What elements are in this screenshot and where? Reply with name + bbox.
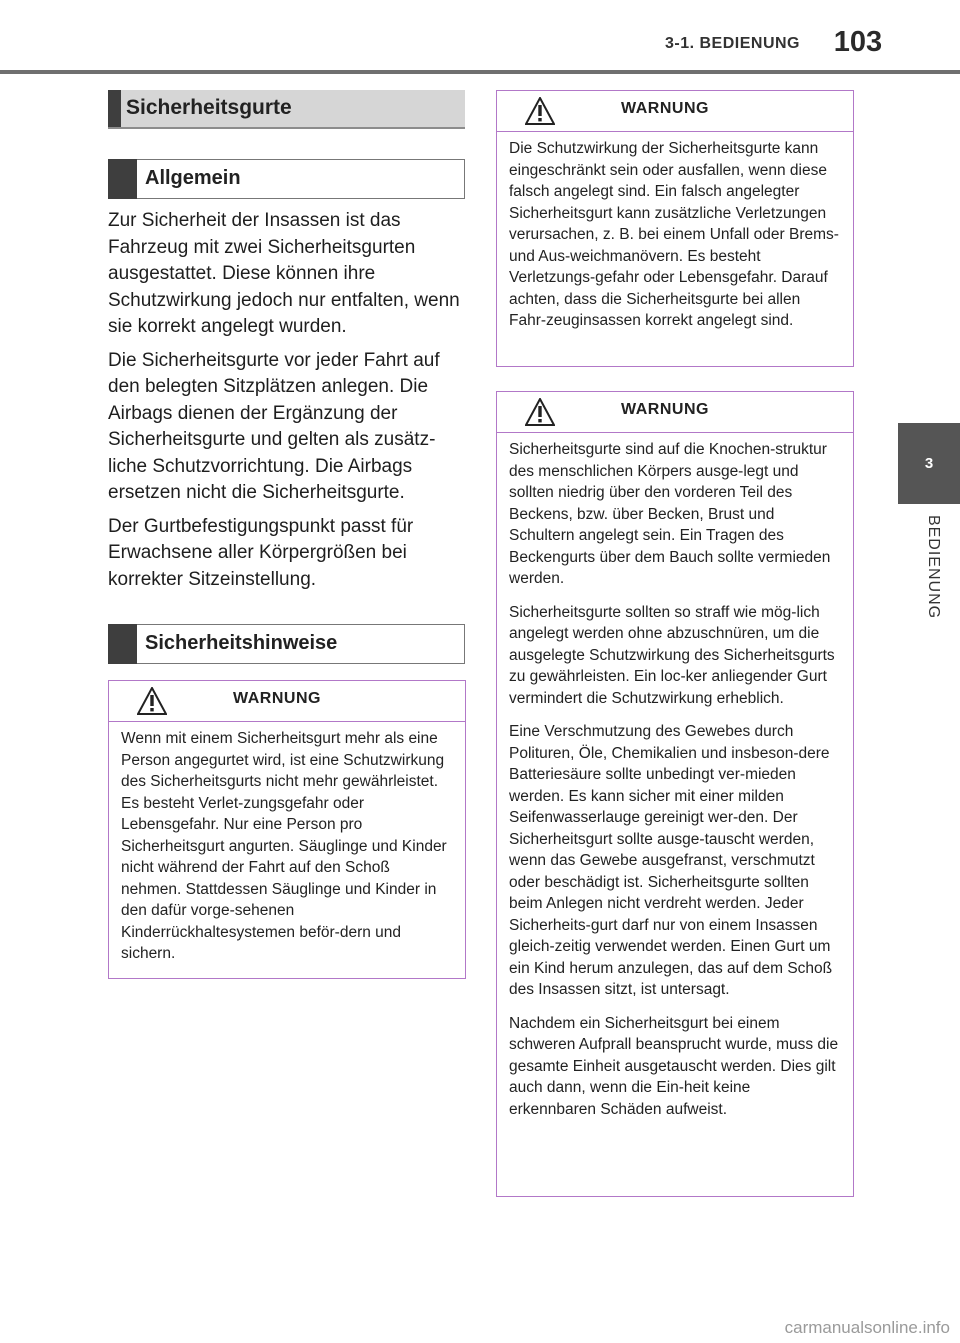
header-rule — [0, 70, 960, 74]
paragraph: Zur Sicherheit der Insassen ist das Fahrzeug mit zwei Sicherheitsgurten ausgestattet. Diese können ihre Schutzwirkung jedoch nur entfalten, wenn sie korrekt angelegt wurden. — [108, 210, 460, 337]
subheading-sicherheitshinweise-text: Sicherheitshinweise — [145, 632, 338, 654]
subheading-allgemein — [108, 159, 465, 199]
warning-text — [497, 433, 853, 1128]
section-title: 3-1. BEDIENUNG — [664, 35, 800, 52]
warning-paragraph: Nachdem ein Sicherheitsgurt bei einem schweren Aufprall beansprucht wurde, muss die gesamte Einheit ausgetauscht werden. Dies gilt auch dann, wenn die Ein-heit keine erkennbaren Schäden aufweist. — [509, 1014, 839, 1118]
subheading-sicherheitshinweise — [108, 624, 465, 664]
subheading-allgemein-text: Allgemein — [145, 167, 241, 189]
warning-triangle-icon — [525, 398, 555, 426]
main-heading — [108, 90, 465, 129]
paragraph: Der Gurtbefestigungspunkt passt für Erwachsene aller Körpergrößen bei korrekter Sitzeinstellung. — [108, 515, 414, 590]
page-number: 103 — [833, 26, 883, 58]
warning-title: WARNUNG — [233, 690, 321, 707]
warning-paragraph: Eine Verschmutzung des Gewebes durch Polituren, Öle, Chemikalien und insbeson-dere Batteriesäure sollte unbedingt ver-mieden werden. Es kann sicher mit einer milden Seifenwasserlauge gereinigt wer-den. Der Sicherheitsgurt sollte ausge-tauscht werden, wenn das Gewebe ausgefranst, verschmutzt oder beschädigt ist. Sicherheitsgurte sollten beim Anlegen nicht verdreht werden. Jeder Sicherheits-gurt darf nur von einem Insassen gleich-zeitig verwendet werden. Einen Gurt um ein Kind herum anzulegen, das auf dem Schoß des Insassen sitzt, ist untersagt. — [509, 723, 833, 998]
warning-box-right-2 — [496, 391, 854, 1197]
warning-text — [109, 722, 465, 973]
warning-header — [497, 392, 853, 433]
warning-text — [497, 132, 853, 340]
warning-title: WARNUNG — [621, 401, 709, 418]
warning-header — [109, 681, 465, 722]
watermark: carmanualsonline.info — [784, 1318, 950, 1337]
warning-paragraph: Sicherheitsgurte sollten so straff wie mög-lich angelegt werden ohne abzuschnüren, um die ausgelegte Schutzwirkung des Sicherheitsgurts zu gewährleisten. Ein loc-ker anliegender Gurt vermindert die Schutzwirkung erheblich. — [509, 603, 835, 707]
warning-paragraph: Die Schutzwirkung der Sicherheitsgurte kann eingeschränkt sein oder ausfallen, wenn diese falsch angelegt sind. Ein falsch angelegter Sicherheitsgurt kann zusätzliche Verletzungen verursachen, z. B. bei einem Unfall oder Brems- und Aus-weichmanövern. Es besteht Verletzungs-gefahr oder Lebensgefahr. Darauf achten, dass die Sicherheitsgurte bei allen Fahr-zeuginsassen korrekt angelegt sind. — [509, 140, 839, 329]
warning-box-left — [108, 680, 466, 979]
paragraph: Die Sicherheitsgurte vor jeder Fahrt auf den belegten Sitzplätzen anlegen. Die Airbags dienen der Ergänzung der Sicherheitsgurte und gelten als zusätz-liche Schutzvorrichtung. Die Airbags ersetzen nicht die Sicherheitsgurte. — [108, 349, 440, 503]
warning-title: WARNUNG — [621, 100, 709, 117]
warning-paragraph: Sicherheitsgurte sind auf die Knochen-struktur des menschlichen Körpers ausge-legt und sollten niedrig über den vorderen Teil des Beckens, bzw. über Becken, Brust und Schultern angelegt sein. Ein Tragen des Beckengurts über dem Bauch sollte vermieden werden. — [509, 441, 831, 587]
chapter-tab — [898, 423, 960, 504]
chapter-label: BEDIENUNG — [925, 514, 942, 620]
warning-paragraph: Wenn mit einem Sicherheitsgurt mehr als eine Person angegurtet wird, ist eine Schutzwirkung des Sicherheitsgurts nicht mehr gewährleistet. Es besteht Verlet-zungsgefahr oder Lebensgefahr. Nur eine Person pro Sicherheitsgurt angurten. Säuglinge und Kinder nicht während der Fahrt auf den Schoß nehmen. Stattdessen Säuglinge und Kinder in den dafür vorge-sehenen Kinderrückhaltesystemen beför-dern und sichern. — [121, 730, 447, 962]
intro-text — [108, 208, 466, 600]
chapter-number: 3 — [924, 455, 934, 472]
warning-header — [497, 91, 853, 132]
warning-triangle-icon — [137, 687, 167, 715]
warning-triangle-icon — [525, 97, 555, 125]
main-heading-text: Sicherheitsgurte — [126, 96, 292, 119]
warning-box-right-1 — [496, 90, 854, 367]
